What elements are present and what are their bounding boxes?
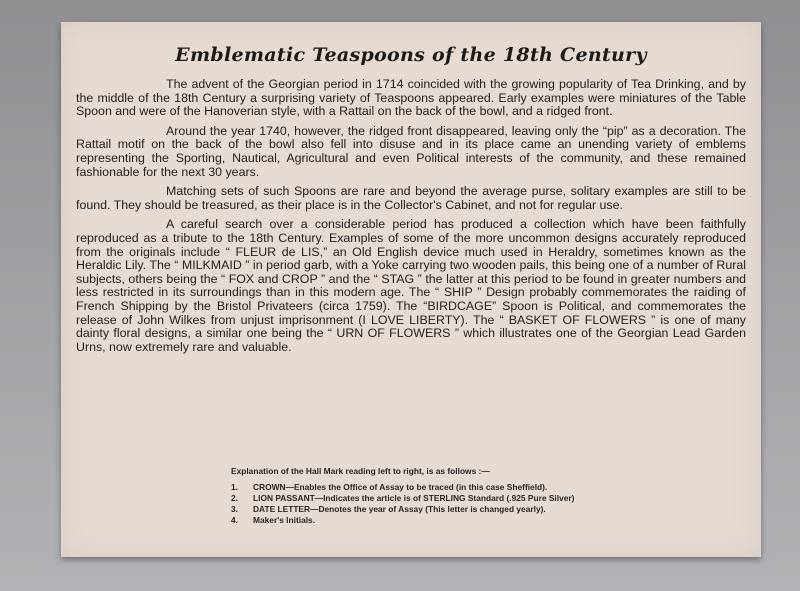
hallmark-item-text: LION PASSANT—Indicates the article is of STERLING Standard (.925 Pure Silver) <box>253 493 575 503</box>
hallmark-item <box>231 515 711 526</box>
hallmark-item <box>231 504 711 515</box>
paragraph-4: A careful search over a considerable period has produced a collection which have been faithfully reproduced as a tribute to the 18th Century. Examples of some of the more uncommon designs accurately reproduced from the originals include “ FLEUR de LIS,” an Old English device much used in Heraldry, sometimes known as the Heraldic Lily. The “ MILKMAID ” in period garb, with a Yoke carrying two wooden pails, this being one of a number of Rural subjects, others being the “ FOX and CROP ” and the “ STAG ” the latter at this period to be found in greater numbers and less restricted in its surroundings than in this modern age. The “ SHIP ” Design probably commemorates the raiding of French Shipping by the Bristol Privateers (circa 1759). The “BIRDCAGE” Spoon is Political, and commemorates the release of John Wilkes from unjust imprisonment (I LOVE LIBERTY). The “ BASKET OF FLOWERS ” is one of many dainty floral designs, a similar one being the “ URN OF FLOWERS ” which illustrates one of the Georgian Lead Garden Urns, now extremely rare and valuable. <box>76 217 746 354</box>
hallmark-item-text: Maker's Initials. <box>253 515 316 525</box>
hallmark-item-text: CROWN—Enables the Office of Assay to be traced (in this case Sheffield). <box>253 482 548 492</box>
hallmark-item-number: 4. <box>231 515 238 525</box>
body-text <box>76 78 746 360</box>
hallmark-explanation <box>231 466 711 526</box>
card-title: Emblematic Teaspoons of the 18th Century <box>175 44 647 66</box>
paragraph-1: The advent of the Georgian period in 1714 coincided with the growing popularity of Tea Drinking, and by the middle of the 18th Century a surprising variety of Teaspoons appeared. Early examples were miniatures of the Table Spoon and were of the Hanoverian style, with a Rattail on the back of the bowl, and a ridged front. <box>76 77 746 119</box>
hallmark-list <box>231 482 711 526</box>
hallmark-heading: Explanation of the Hall Mark reading left to right, is as follows :— <box>231 466 490 476</box>
hallmark-item-number: 2. <box>231 493 238 503</box>
paragraph-3: Matching sets of such Spoons are rare and beyond the average purse, solitary examples are still to be found. They should be treasured, as their place is in the Collector's Cabinet, and not for regular use. <box>76 184 746 212</box>
hallmark-item <box>231 493 711 504</box>
paragraph-2: Around the year 1740, however, the ridged front disappeared, leaving only the “pip” as a decoration. The Rattail motif on the back of the bowl also fell into disuse and in its place came an unending variety of emblems representing the Sporting, Nautical, Agricultural and even Political interests of the community, and these remained fashionable for the next 30 years. <box>76 123 746 179</box>
printed-card <box>61 22 761 557</box>
hallmark-item-number: 3. <box>231 504 238 514</box>
hallmark-item-text: DATE LETTER—Denotes the year of Assay (This letter is changed yearly). <box>253 504 546 514</box>
hallmark-item <box>231 482 711 493</box>
hallmark-item-number: 1. <box>231 482 238 492</box>
